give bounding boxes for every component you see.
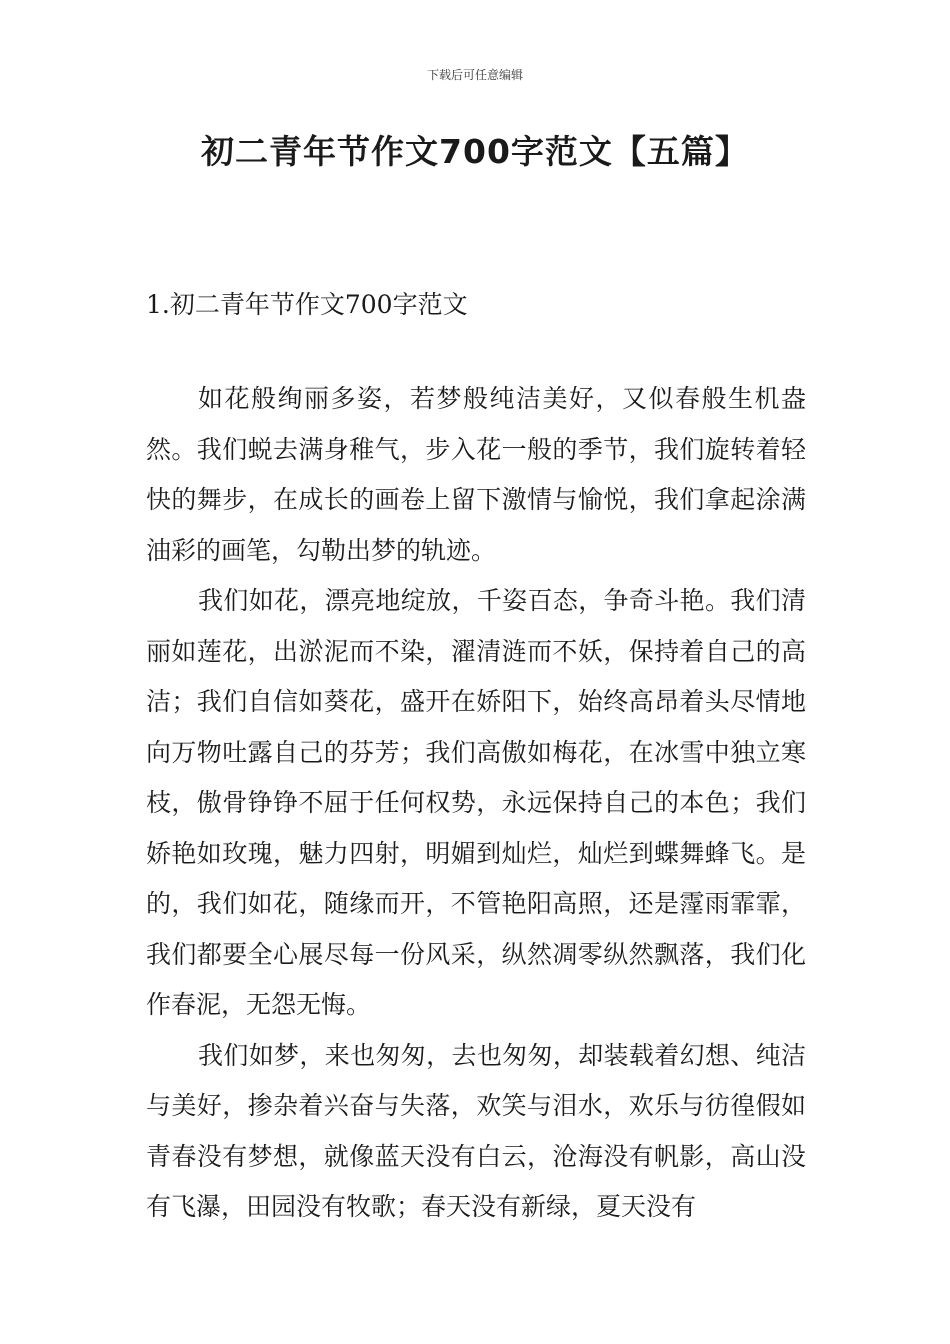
paragraph-3: 我们如梦，来也匆匆，去也匆匆，却装载着幻想、纯洁与美好，掺杂着兴奋与失落，欢笑与泪水，欢乐与彷徨假如青春没有梦想，就像蓝天没有白云，沧海没有帆影，高山没有飞瀑，田园没有牧歌；春天没有新绿，夏天没有 bbox=[146, 1040, 806, 1221]
paragraph-1: 如花般绚丽多姿，若梦般纯洁美好，又似春般生机盎然。我们蜕去满身稚气，步入花一般的季节，我们旋转着轻快的舞步，在成长的画卷上留下激情与愉悦，我们拿起涂满油彩的画笔，勾勒出梦的轨迹。 bbox=[146, 384, 806, 565]
page-header-note: 下载后可任意编辑 bbox=[426, 68, 523, 82]
section-heading: 1.初二青年节作文700字范文 bbox=[146, 290, 468, 319]
document-title: 初二青年节作文700字范文【五篇】 bbox=[201, 132, 749, 171]
paragraph-2: 我们如花，漂亮地绽放，千姿百态，争奇斗艳。我们清丽如莲花，出淤泥而不染，濯清涟而不妖，保持着自己的高洁；我们自信如葵花，盛开在娇阳下，始终高昂着头尽情地向万物吐露自己的芬芳；我们高傲如梅花，在冰雪中独立寒枝，傲骨铮铮不屈于任何权势，永远保持自己的本色；我们娇艳如玫瑰，魅力四射，明媚到灿烂，灿烂到蝶舞蜂飞。是的，我们如花，随缘而开，不管艳阳高照，还是霪雨霏霏，我们都要全心展尽每一份风采，纵然凋零纵然飘落，我们化作春泥，无怨无悔。 bbox=[146, 586, 806, 1019]
article-body bbox=[146, 374, 806, 1233]
